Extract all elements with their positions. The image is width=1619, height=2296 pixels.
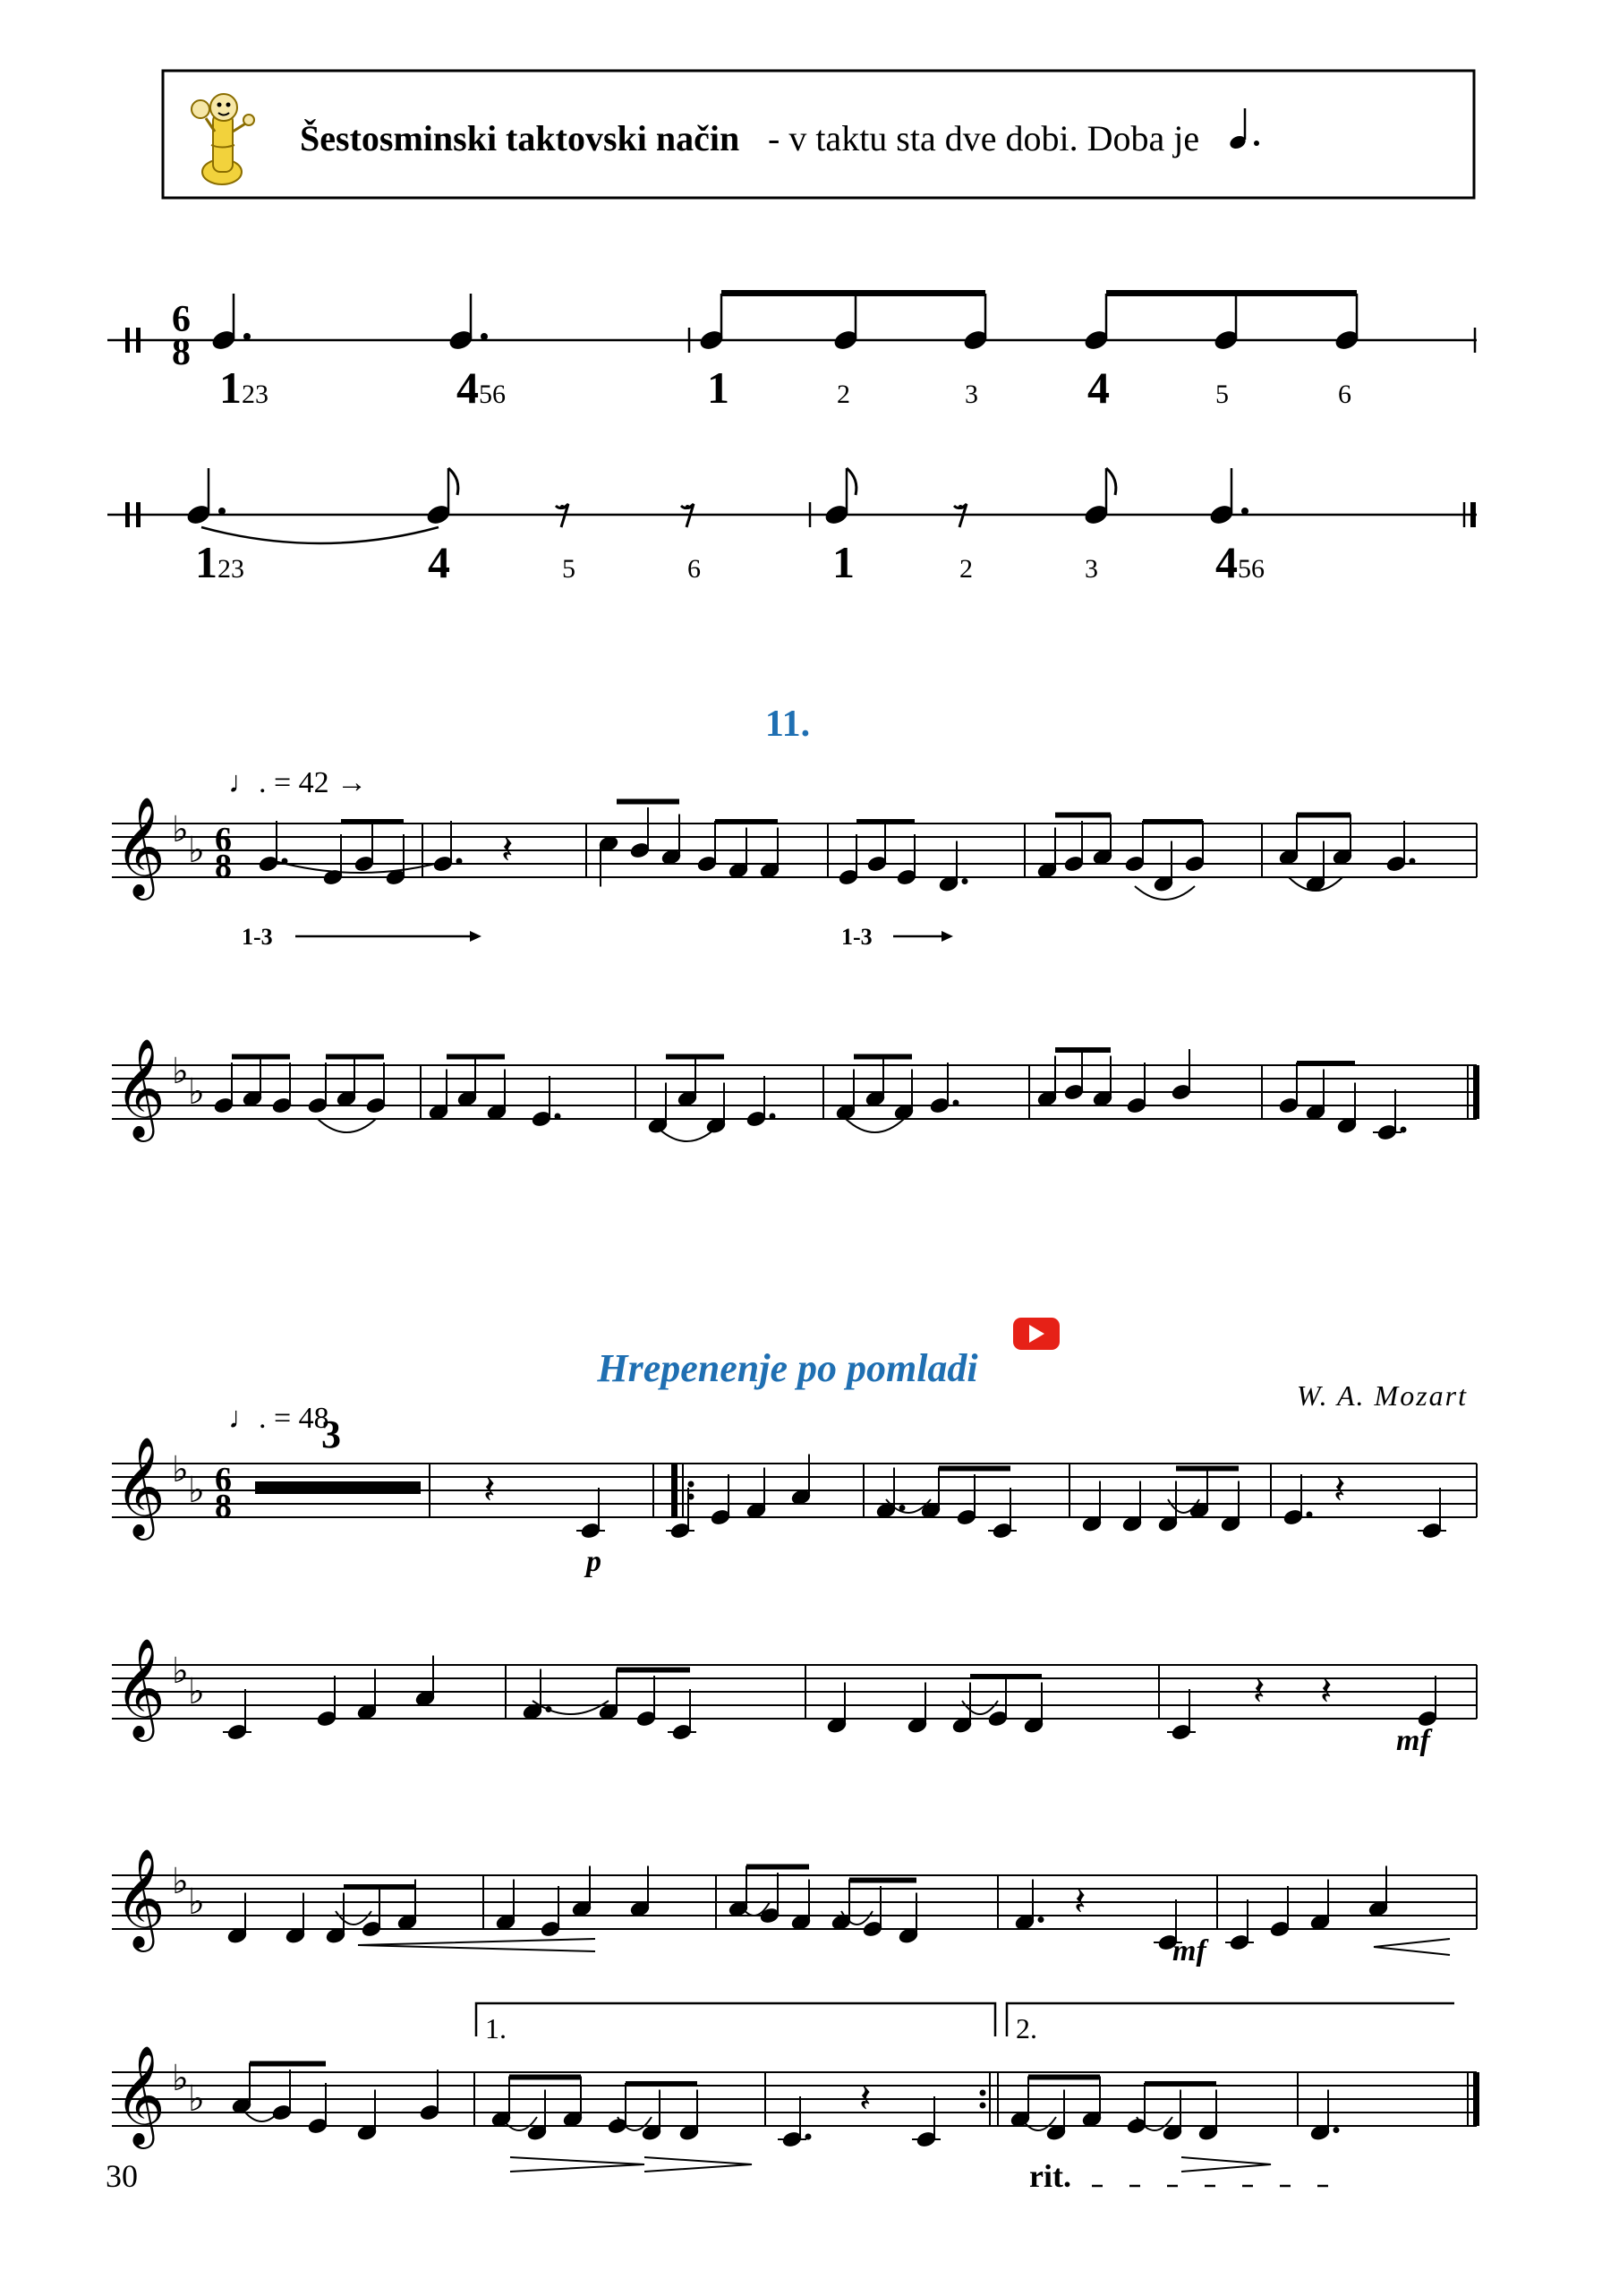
flat-sign: ♭ [172,1449,189,1489]
dot [1038,1916,1044,1923]
staff-11-line-1 [112,798,1477,900]
beam [1055,1047,1111,1053]
dot [243,333,251,340]
count-label: 2 [837,380,850,409]
count-label: 4 [428,537,450,587]
beam [250,2061,326,2067]
dot [1401,1127,1407,1133]
song-staff-1 [112,1438,1477,1541]
dynamic-mf: mf [1396,1724,1430,1757]
count-label: 3 [965,380,978,409]
dot [805,2134,812,2140]
eighth-rest: 𝄾 [685,491,694,532]
beam [344,1884,415,1890]
beam [1145,2081,1216,2087]
beam [1106,290,1357,296]
beam [715,819,778,824]
flat-sign: ♭ [188,1671,205,1711]
beam [1028,2075,1100,2080]
rest: 𝄽 [1074,1880,1086,1924]
rest: 𝄽 [1253,1669,1265,1713]
rest: 𝄽 [1334,1468,1346,1512]
time-sig-bottom: 8 [172,332,191,373]
flat-sign: ♭ [188,1470,205,1510]
treble-clef-icon: 𝄞 [115,2047,166,2143]
time-sig-top: 6 [172,299,191,340]
dot [555,1114,561,1120]
header-box [163,71,1474,198]
beam [326,1054,384,1060]
svg-text:1.: 1. [485,2012,507,2044]
slur [658,1128,716,1141]
count-label: 1 [832,537,855,587]
beam [617,1668,690,1673]
count-label: 123 [219,363,268,413]
exercise-number: 11. [764,704,811,745]
count-label: 6 [1338,380,1351,409]
youtube-play-icon[interactable] [1013,1318,1060,1350]
dot [1241,508,1248,515]
dot [1334,2127,1340,2133]
count-label: 456 [456,363,506,413]
rest: 𝄽 [501,828,514,872]
dynamic-mf: mf [1172,1934,1206,1967]
beam [856,819,915,824]
count-label: 1 [707,363,729,413]
flat-sign: ♭ [172,1861,189,1901]
flat-sign: ♭ [188,830,205,870]
tempo-marking-song: ♩. = 48 [228,1402,329,1435]
rest: 𝄽 [1320,1669,1333,1713]
slur [962,1701,998,1714]
song-staff-4 [112,2046,1479,2149]
dot [218,508,226,515]
rhythm-line-2 [107,468,1477,587]
repeat-start [671,1464,677,1517]
count-label: 456 [1215,537,1265,587]
flag [847,468,856,495]
beam [1297,1061,1355,1066]
dot [1307,1512,1313,1518]
multirest-count: 3 [321,1413,341,1456]
rhythm-line-1 [107,290,1477,413]
beam [617,799,679,805]
flat-sign: ♭ [172,1651,189,1691]
start-bar [125,328,130,353]
beam [509,2075,581,2080]
beam [1055,813,1111,818]
crescendo-hairpin [1374,1939,1450,1955]
repeat-dot [980,2103,986,2109]
svg-text:2.: 2. [1016,2012,1037,2044]
count-label: 6 [687,554,701,584]
fingering-mark: 1-3 [841,924,873,950]
slur [533,1701,609,1714]
beam [1176,1466,1239,1472]
flat-sign: ♭ [188,1882,205,1922]
beam [849,1878,916,1883]
dot [1410,858,1416,865]
beam [447,1054,505,1060]
volta-2 [1007,2003,1454,2044]
beam [746,1865,809,1870]
flat-sign: ♭ [172,1051,189,1091]
final-barline [1473,2072,1479,2126]
rest: 𝄽 [859,2077,872,2121]
slur [318,1119,376,1132]
count-label: 5 [562,554,575,584]
volta-1 [476,2003,995,2044]
ritardando: rit. [1029,2158,1071,2194]
count-label: 4 [1087,363,1110,413]
flat-sign: ♭ [188,1071,205,1112]
flat-sign: ♭ [172,2058,189,2098]
song-staff-2 [112,1639,1477,1742]
repeat-dot [980,2090,986,2096]
repeat-dot [688,1494,694,1500]
tie [201,527,439,543]
time-sig-top: 6 [215,821,232,858]
beam [626,2081,697,2087]
eighth-rest: 𝄾 [958,491,967,532]
beam [341,819,404,824]
beam [666,1054,724,1060]
staff-11-line-2 [112,1039,1479,1142]
fingering-mark: 1-3 [242,924,273,950]
flag [448,468,458,495]
time-sig-bottom: 8 [215,848,232,885]
end-bar [1470,502,1476,527]
composer: W. A. Mozart [1296,1379,1468,1412]
start-bar [136,502,141,527]
decrescendo-hairpin [1181,2157,1271,2172]
count-label: 123 [195,537,244,587]
dot [770,1114,776,1120]
final-barline [1473,1065,1479,1119]
beam [1143,819,1203,824]
count-label: 2 [959,554,973,584]
repeat-dot [688,1481,694,1488]
dot [456,858,463,865]
dynamic-p: p [586,1545,601,1578]
beam [939,1466,1010,1472]
decrescendo-hairpin [510,2157,752,2172]
header-title: Šestosminski taktovski način [300,118,740,158]
treble-clef-icon: 𝄞 [115,1640,166,1736]
header-text: - v taktu sta dve dobi. Doba je [768,118,1200,158]
beam [970,1674,1042,1679]
crescendo-hairpin [358,1939,595,1951]
treble-clef-icon: 𝄞 [115,798,166,894]
beam [232,1054,290,1060]
flag [1106,468,1116,495]
rest: 𝄽 [483,1468,496,1512]
dot [481,333,488,340]
time-sig-bottom: 8 [215,1488,232,1525]
time-sig-top: 6 [215,1461,232,1498]
flat-sign: ♭ [172,809,189,849]
slur [846,1119,904,1132]
start-bar [125,502,130,527]
song-title: Hrepenenje po pomladi [597,1346,978,1390]
eighth-rest: 𝄾 [559,491,569,532]
song-staff-3 [112,1849,1477,1952]
multirest-bar [255,1481,421,1494]
treble-clef-icon: 𝄞 [115,1040,166,1136]
treble-clef-icon: 𝄞 [115,1438,166,1534]
flat-sign: ♭ [188,2078,205,2119]
treble-clef-icon: 𝄞 [115,1850,166,1946]
count-label: 3 [1085,554,1098,584]
tempo-marking-11: ♩. = 42 → [228,766,368,799]
count-label: 5 [1215,380,1229,409]
page-number: 30 [106,2158,138,2194]
start-bar [136,328,141,353]
slur [336,1911,371,1925]
beam [1297,813,1351,818]
beam [721,290,985,296]
beam [854,1054,912,1060]
dot [953,1100,959,1106]
dot [962,878,968,884]
